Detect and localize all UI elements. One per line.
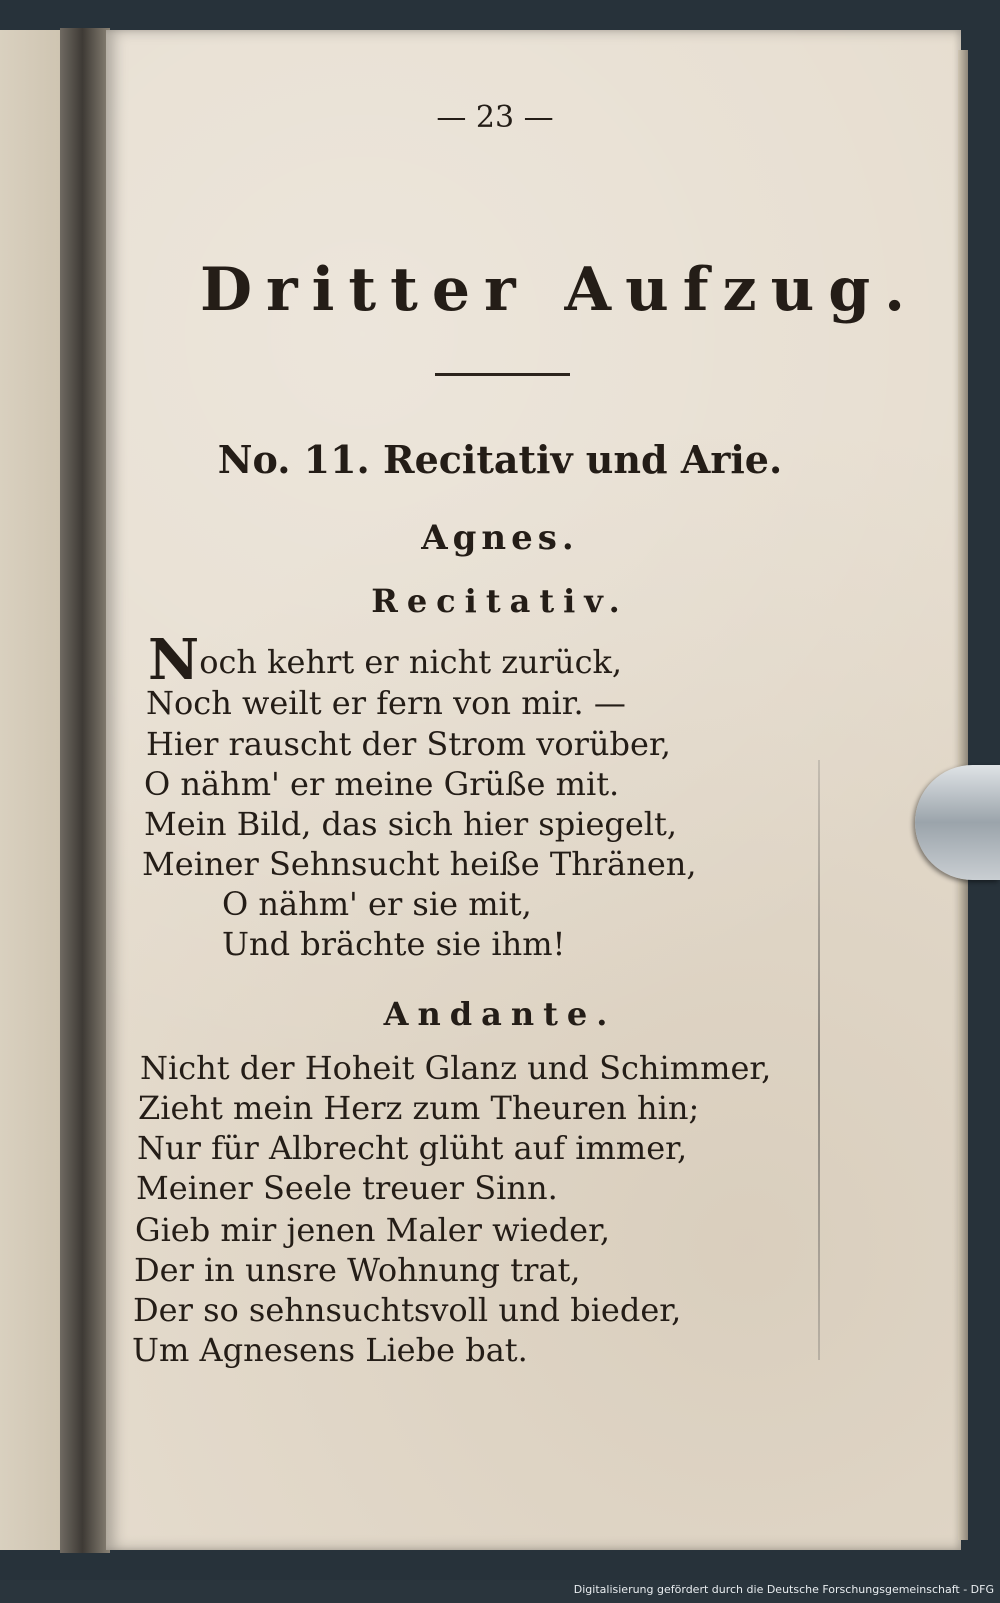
verse-line: Gieb mir jenen Maler wieder, bbox=[135, 1211, 611, 1249]
character-name: Agnes. bbox=[421, 518, 579, 558]
number-title: No. 11. Recitativ und Arie. bbox=[217, 437, 783, 482]
verse-line: Nicht der Hoheit Glanz und Schimmer, bbox=[140, 1049, 772, 1087]
verse-line: Meiner Seele treuer Sinn. bbox=[136, 1169, 558, 1207]
drop-cap: N bbox=[148, 627, 200, 693]
funding-credit: Digitalisierung gefördert durch die Deutsche Forschungsgemeinschaft - DFG bbox=[573, 1583, 994, 1596]
verse-line: Der in unsre Wohnung trat, bbox=[134, 1251, 581, 1289]
pencil-margin-line bbox=[818, 760, 820, 1360]
verse-line: Noch weilt er fern von mir. — bbox=[146, 684, 626, 722]
verse-line: Nur für Albrecht glüht auf immer, bbox=[137, 1129, 688, 1167]
act-title: Dritter Aufzug. bbox=[200, 255, 920, 325]
verse-line: Mein Bild, das sich hier spiegelt, bbox=[144, 805, 678, 843]
andante-heading: Andante. bbox=[383, 995, 617, 1033]
verse-line: O nähm' er meine Grüße mit. bbox=[144, 765, 620, 803]
title-divider bbox=[435, 373, 570, 376]
recitativ-heading: Recitativ. bbox=[371, 582, 629, 620]
verse-line: Meiner Sehnsucht heiße Thränen, bbox=[142, 845, 697, 883]
verse-line: Und brächte sie ihm! bbox=[222, 925, 566, 963]
verse-line: Hier rauscht der Strom vorüber, bbox=[146, 725, 671, 763]
verse-line: Der so sehnsuchtsvoll und bieder, bbox=[133, 1291, 682, 1329]
verse-line: O nähm' er sie mit, bbox=[222, 885, 532, 923]
page-number: — 23 — bbox=[436, 100, 554, 135]
verse-line: Zieht mein Herz zum Theuren hin; bbox=[138, 1089, 700, 1127]
verse-line: Um Agnesens Liebe bat. bbox=[132, 1331, 528, 1369]
verse-line-text: och kehrt er nicht zurück, bbox=[199, 643, 623, 681]
verse-line bbox=[148, 627, 623, 693]
book-gutter bbox=[60, 28, 110, 1553]
